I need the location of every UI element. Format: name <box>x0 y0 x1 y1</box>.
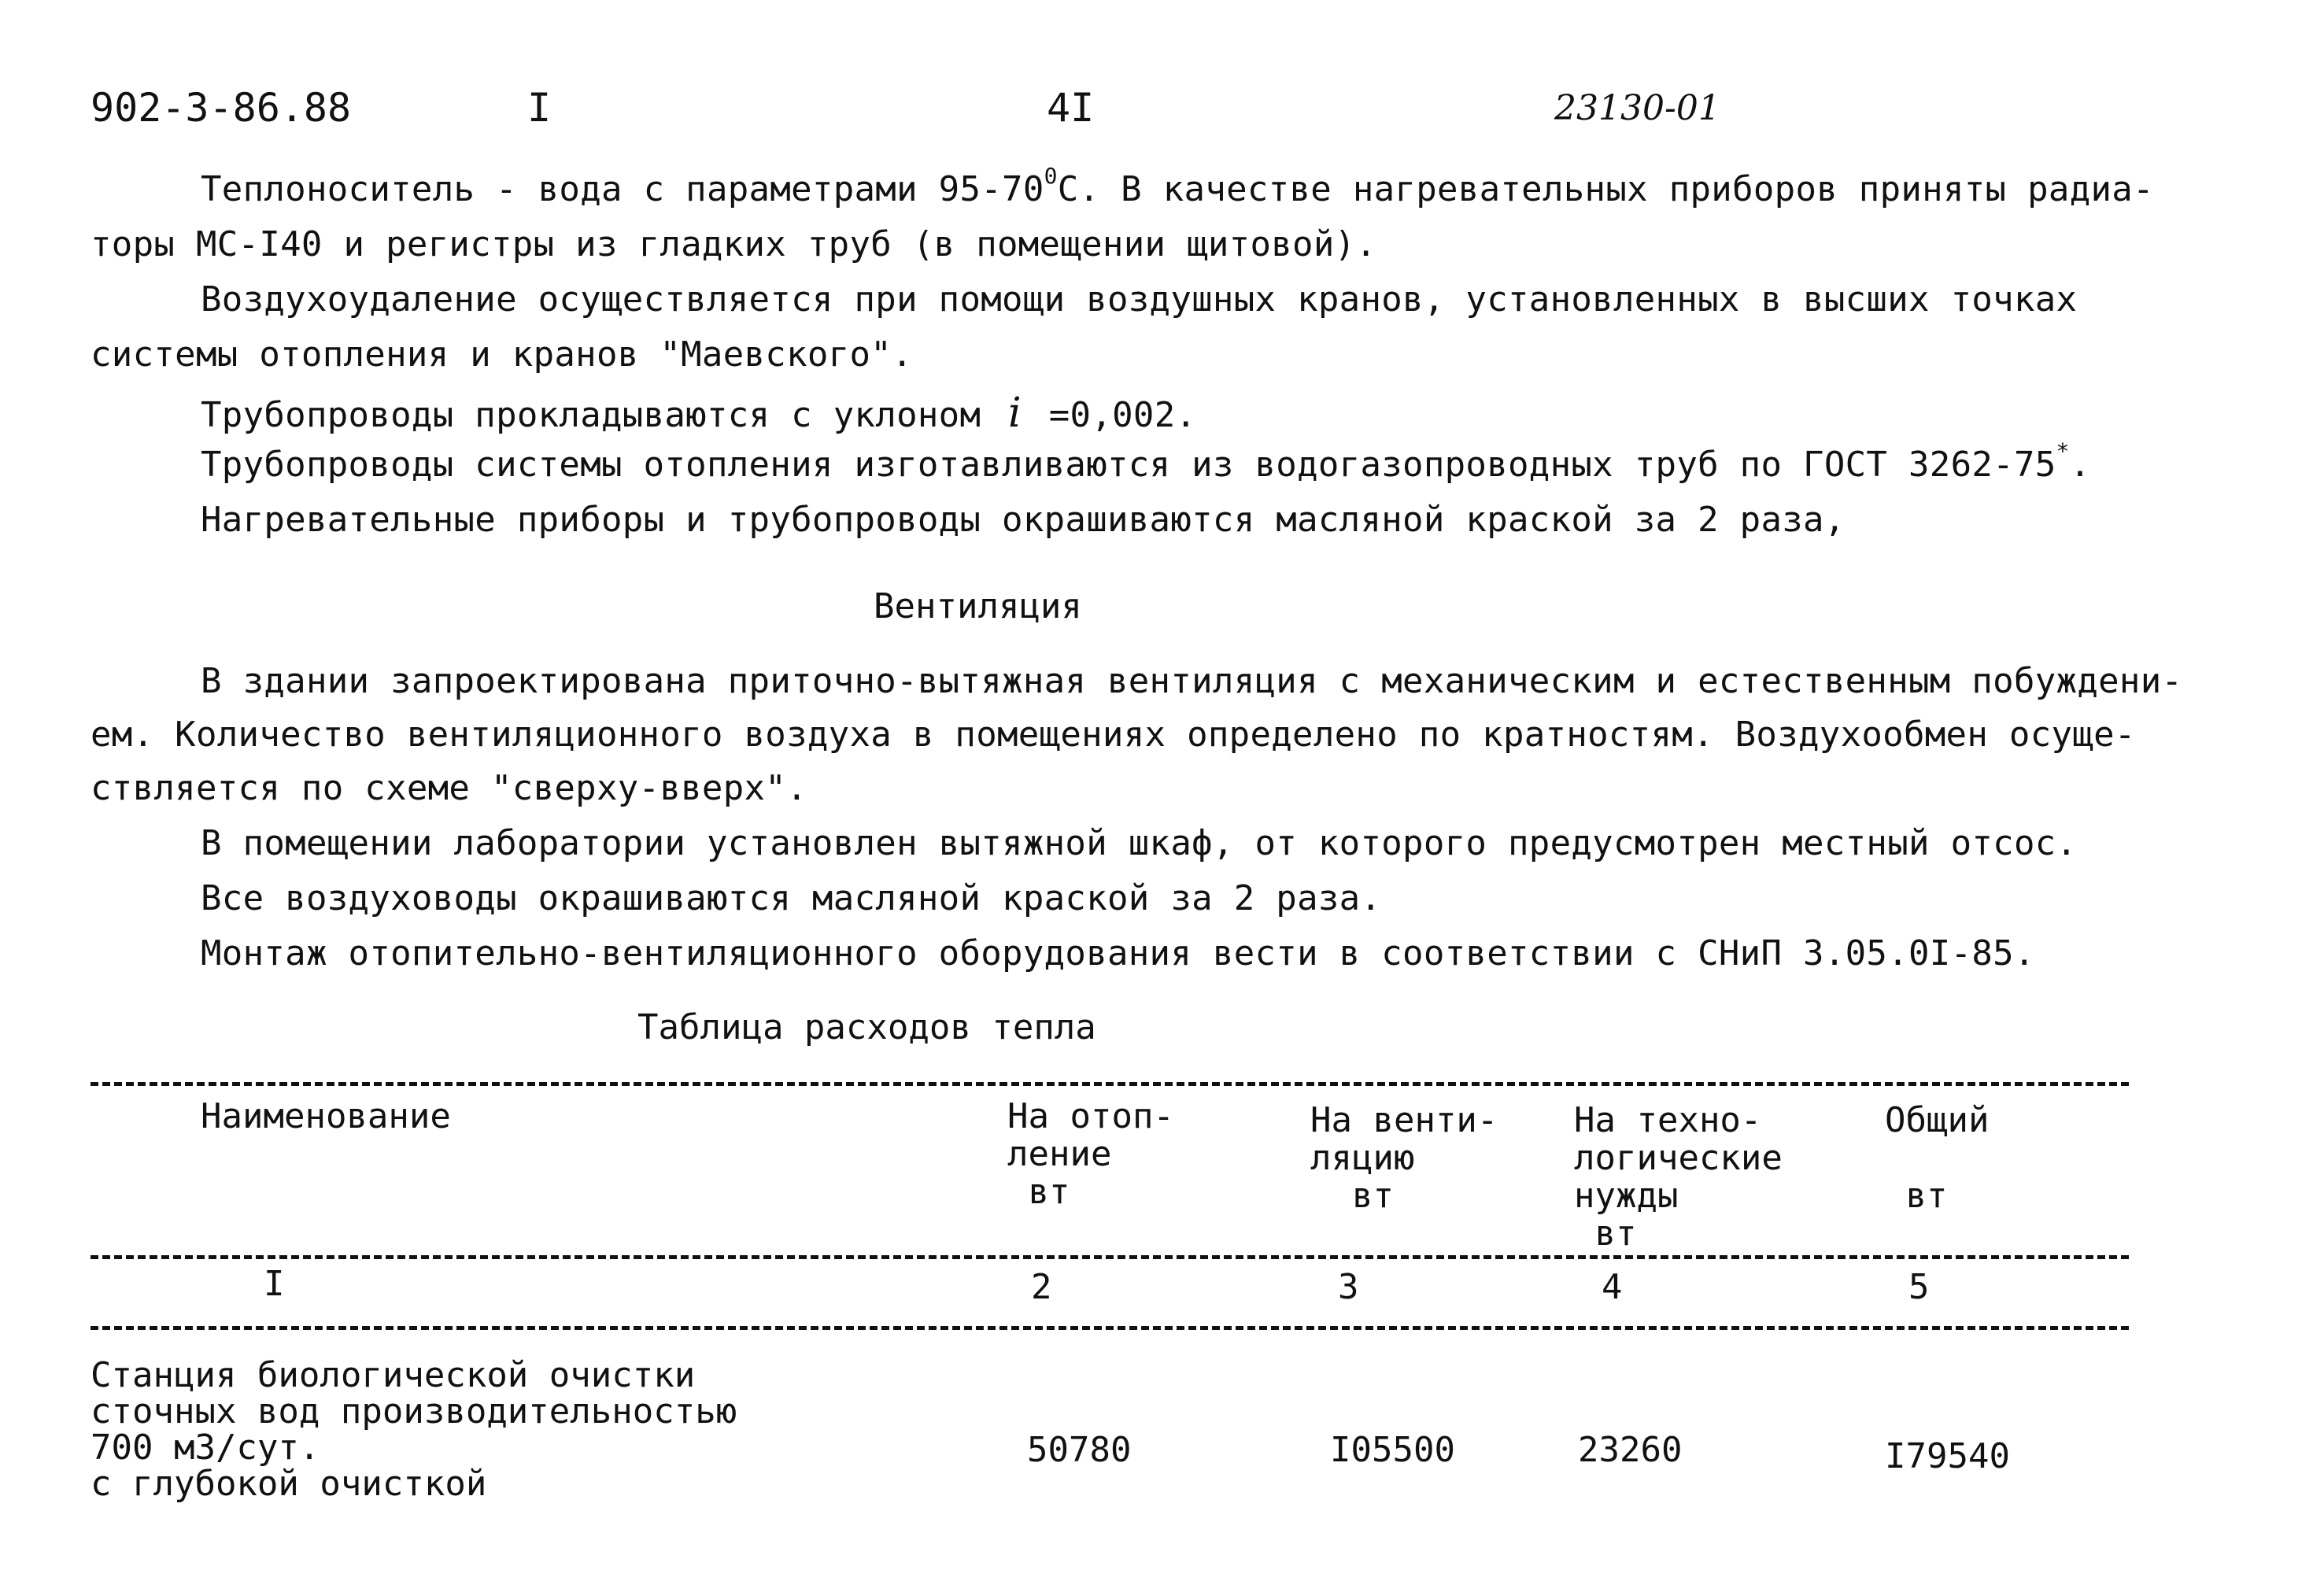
table-top-rule <box>91 1082 2129 1086</box>
header-total: Общий вт <box>1885 1100 1990 1216</box>
heating-paragraph-3: Трубопроводы прокладываются с уклоном i =0,002. <box>201 390 1197 437</box>
header-technological: На техно- логические нужды вт <box>1574 1100 1783 1254</box>
column-number: 2 <box>1031 1267 1052 1307</box>
header-heating: На отоп- ление вт <box>1007 1096 1174 1212</box>
ventilation-paragraph-2: В помещении лаборатории установлен вытяжной шкаф, от которого предусмотрен местный отсос. <box>201 823 2078 863</box>
column-numbers-rule <box>91 1326 2129 1330</box>
heating-paragraph-2-cont: системы отопления и кранов "Маевского". <box>91 334 913 375</box>
album-number: I <box>527 85 552 131</box>
column-number: I <box>264 1264 285 1304</box>
column-number: 4 <box>1602 1267 1623 1307</box>
column-number: 5 <box>1908 1267 1930 1307</box>
row-technological-value: 23260 <box>1578 1430 1683 1470</box>
ventilation-paragraph-3: Все воздуховоды окрашиваются масляной краской за 2 раза. <box>201 878 1382 918</box>
header-bottom-rule <box>91 1255 2129 1259</box>
ventilation-paragraph-1-cont: ем. Количество вентиляционного воздуха в помещениях определено по кратностям. Воздухообмен осуще- <box>91 715 2136 755</box>
header-name: Наименование <box>201 1096 451 1136</box>
heating-paragraph-5: Нагревательные приборы и трубопроводы окрашиваются масляной краской за 2 раза, <box>201 500 1846 540</box>
document-code: 902-3-86.88 <box>91 85 352 131</box>
heating-paragraph-1: Теплоноситель - вода с параметрами $95-70^0С$. В качестве нагревательных приборов приняты радиа- <box>201 163 2154 209</box>
table-title: Таблица расходов тепла <box>637 1007 1096 1047</box>
ventilation-paragraph-4: Монтаж отопительно-вентиляционного оборудования вести в соответствии с СНиП 3.05.0I-85. <box>201 933 2035 973</box>
row-total-value: I79540 <box>1885 1436 2010 1476</box>
page-number: 4I <box>1047 85 1095 131</box>
inventory-number: 23130-01 <box>1554 88 1720 128</box>
slope-symbol: i <box>1008 390 1022 437</box>
row-name: Станция биологической очистки сточных вод производительностью 700 м3/сут. с глубокой очисткой <box>91 1355 737 1504</box>
heating-paragraph-2: Воздухоудаление осуществляется при помощи воздушных кранов, установленных в высших точках <box>201 279 2078 320</box>
column-number: 3 <box>1338 1267 1359 1307</box>
heating-paragraph-4: Трубопроводы системы отопления изготавливаются из водогазопроводных труб по ГОСТ 3262-75*. <box>201 438 2091 485</box>
heating-paragraph-1-cont: торы МС-I40 и регистры из гладких труб (в помещении щитовой). <box>91 224 1377 264</box>
ventilation-paragraph-1-cont2: ствляется по схеме "сверху-вверх". <box>91 768 807 808</box>
row-ventilation-value: I05500 <box>1330 1430 1455 1470</box>
row-heating-value: 50780 <box>1027 1430 1132 1470</box>
header-ventilation: На венти- ляцию вт <box>1310 1100 1498 1216</box>
ventilation-heading: Вентиляция <box>874 586 1082 626</box>
ventilation-paragraph-1: В здании запроектирована приточно-вытяжная вентиляция с механическим и естественным побуждени- <box>201 661 2183 701</box>
